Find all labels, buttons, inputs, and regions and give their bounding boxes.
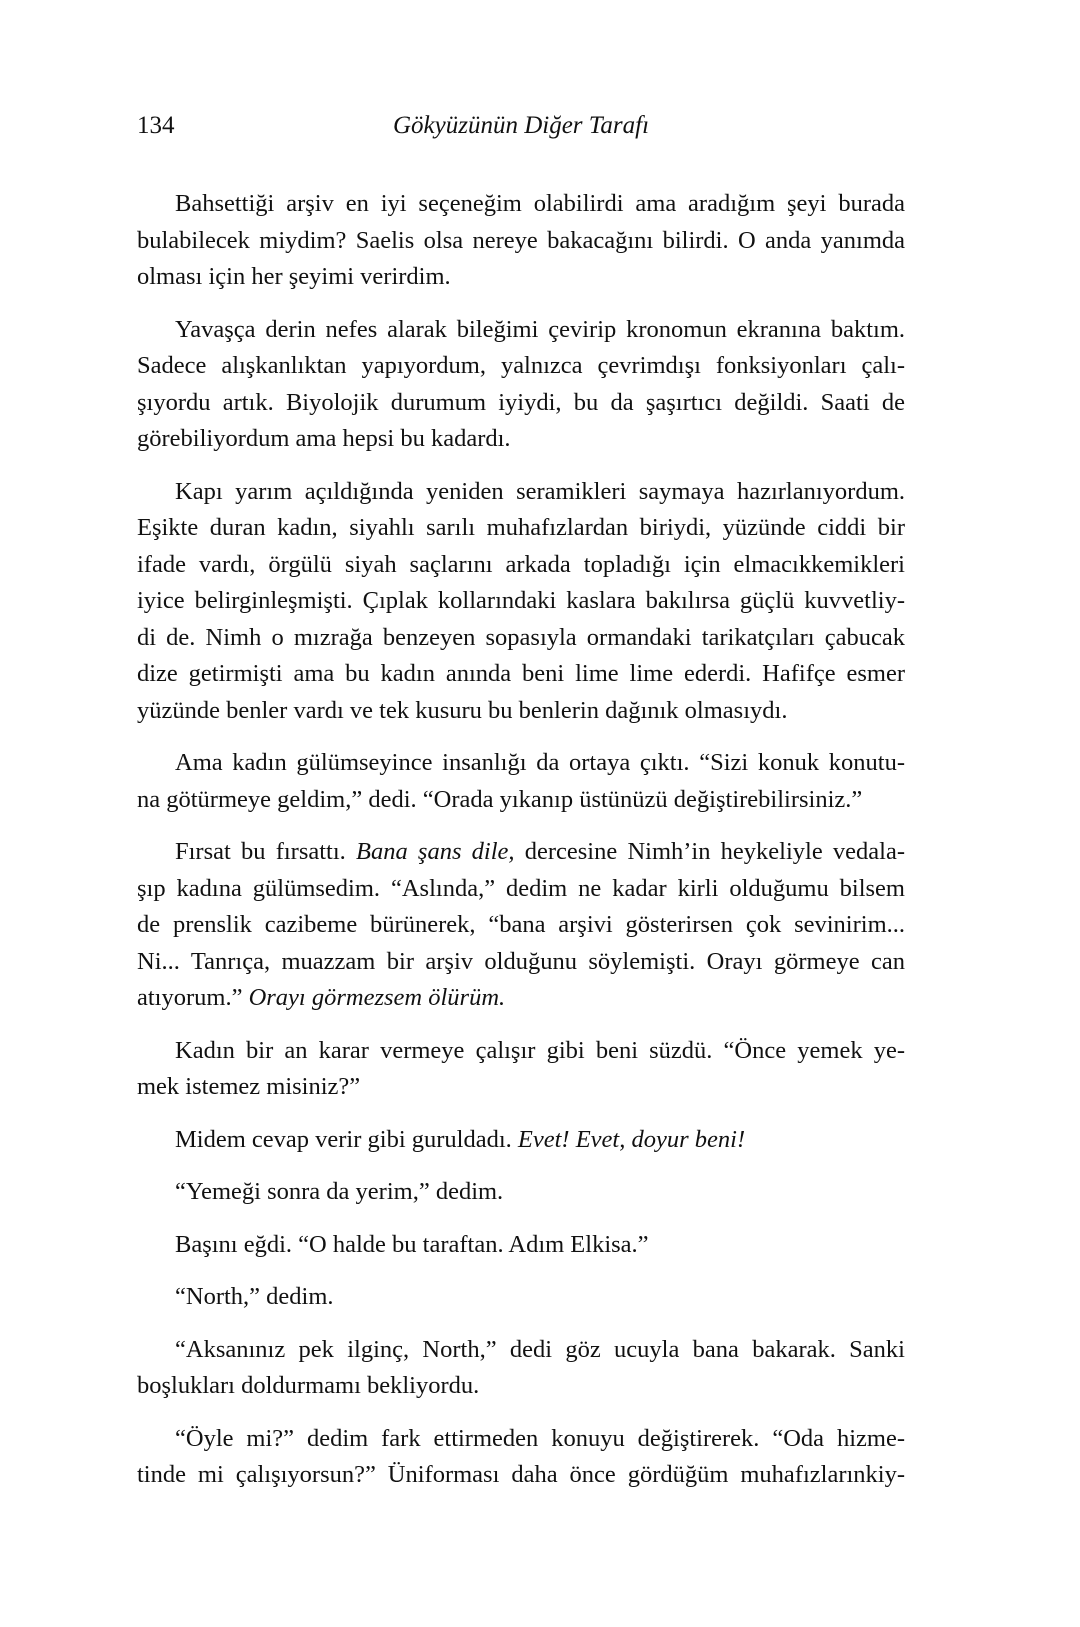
text-line [137, 693, 905, 730]
paragraph [137, 1279, 905, 1316]
paragraph [137, 1033, 905, 1106]
text-segment: tinde mi çalışıyorsun?” Üniforması daha önce gördüğüm muhafızlarınkiy- [137, 1461, 905, 1488]
text-line [137, 980, 905, 1017]
text-segment: Kapı yarım açıldığında yeniden seramikleri saymaya hazırlanıyordum. [175, 477, 905, 505]
text-segment: görebiliyordum ama hepsi bu kadardı. [137, 425, 511, 452]
text-segment: atıyorum.” [137, 984, 249, 1011]
text-line [137, 583, 905, 620]
text-segment: Başını eğdi. “O halde bu taraftan. Adım Elkisa.” [175, 1230, 649, 1258]
text-line [137, 547, 905, 584]
text-segment: Sadece alışkanlıktan yapıyordum, yalnızca çevrimdışı fonksiyonları çalı- [137, 352, 905, 379]
text-line [137, 1279, 905, 1316]
text-segment: na götürmeye geldim,” dedi. “Orada yıkanıp üstünüzü değiştirebilirsiniz.” [137, 785, 863, 813]
text-line [137, 510, 905, 547]
text-segment: boşlukları doldurmamı bekliyordu. [137, 1372, 480, 1399]
paragraph [137, 186, 905, 296]
text-segment: “Yemeği sonra da yerim,” dedim. [175, 1178, 504, 1205]
text-segment: bulabilecek miydim? Saelis olsa nereye bakacağını bilirdi. O anda yanımda [137, 226, 905, 254]
page-header [137, 112, 905, 148]
italic-text: Bana şans dile, [356, 838, 515, 865]
text-line [137, 421, 905, 458]
paragraph [137, 474, 905, 730]
text-line [137, 259, 905, 296]
text-line [137, 223, 905, 260]
text-line [137, 944, 905, 981]
text-segment: “Öyle mi?” dedim fark ettirmeden konuyu değiştirerek. “Oda hizme- [175, 1424, 905, 1452]
text-segment: Ama kadın gülümseyince insanlığı da ortaya çıktı. “Sizi konuk konutu- [175, 749, 905, 776]
paragraph [137, 1174, 905, 1211]
text-line [137, 745, 905, 782]
text-line [137, 1368, 905, 1405]
paragraph [137, 1421, 905, 1494]
text-segment: de prenslik cazibeme bürünerek, “bana arşivi gösterirsen çok sevinirim... [137, 911, 905, 938]
text-line [137, 186, 905, 223]
text-segment: şıp kadına gülümsedim. “Aslında,” dedim ne kadar kirli olduğumu bilsem [137, 874, 905, 902]
text-line [137, 907, 905, 944]
text-line [137, 1122, 905, 1159]
text-segment: yüzünde benler vardı ve tek kusuru bu benlerin dağınık olmasıydı. [137, 696, 788, 724]
paragraph [137, 312, 905, 458]
text-segment: dercesine Nimh’in heykeliyle vedala- [514, 838, 905, 865]
text-segment: Ni... Tanrıça, muazzam bir arşiv olduğunu söylemişti. Orayı görmeye can [137, 947, 905, 975]
text-line [137, 1174, 905, 1211]
italic-text: Orayı görmezsem ölürüm. [248, 984, 506, 1011]
text-segment: Fırsat bu fırsattı. [175, 838, 356, 865]
text-segment: Midem cevap verir gibi guruldadı. [175, 1125, 518, 1153]
paragraph [137, 1332, 905, 1405]
paragraph [137, 745, 905, 818]
text-line [137, 1069, 905, 1106]
text-segment: “North,” dedim. [175, 1283, 334, 1310]
text-line [137, 312, 905, 349]
running-title: Gökyüzünün Diğer Tarafı [392, 112, 650, 139]
text-line [137, 656, 905, 693]
text-line [137, 1033, 905, 1070]
text-segment: mek istemez misiniz?” [137, 1073, 361, 1100]
text-segment: Kadın bir an karar vermeye çalışır gibi beni süzdü. “Önce yemek ye- [175, 1036, 905, 1064]
page-number: 134 [137, 112, 175, 139]
text-line [137, 1227, 905, 1264]
italic-text: Evet! Evet, doyur beni! [517, 1125, 746, 1153]
text-line [137, 385, 905, 422]
text-segment: olması için her şeyimi verirdim. [137, 263, 451, 290]
text-line [137, 1421, 905, 1458]
body-text [137, 186, 905, 1510]
paragraph [137, 1227, 905, 1264]
paragraph [137, 834, 905, 1017]
text-segment: “Aksanınız pek ilginç, North,” dedi göz ucuyla bana bakarak. Sanki [175, 1335, 905, 1363]
text-segment: Yavaşça derin nefes alarak bileğimi çevirip kronomun ekranına baktım. [175, 315, 905, 343]
text-segment: şıyordu artık. Biyolojik durumum iyiydi, bu da şaşırtıcı değildi. Saati de [137, 388, 905, 416]
text-segment: Eşikte duran kadın, siyahlı sarılı muhafızlardan biriydi, yüzünde ciddi bir [137, 514, 905, 541]
text-line [137, 1332, 905, 1369]
text-line [137, 620, 905, 657]
text-line [137, 1457, 905, 1494]
text-line [137, 348, 905, 385]
paragraph [137, 1122, 905, 1159]
text-segment: ifade vardı, örgülü siyah saçlarını arkada topladığı için elmacıkkemikleri [137, 550, 905, 578]
text-segment: di de. Nimh o mızrağa benzeyen sopasıyla ormandaki tarikatçıları çabucak [137, 623, 905, 651]
text-segment: iyice belirginleşmişti. Çıplak kollarındaki kaslara bakılırsa güçlü kuvvetliy- [137, 587, 905, 614]
text-line [137, 834, 905, 871]
text-line [137, 871, 905, 908]
text-line [137, 474, 905, 511]
text-line [137, 782, 905, 819]
text-segment: Bahsettiği arşiv en iyi seçeneğim olabilirdi ama aradığım şeyi burada [175, 190, 905, 217]
text-segment: dize getirmişti ama bu kadın anında beni lime lime ederdi. Hafifçe esmer [137, 660, 905, 687]
